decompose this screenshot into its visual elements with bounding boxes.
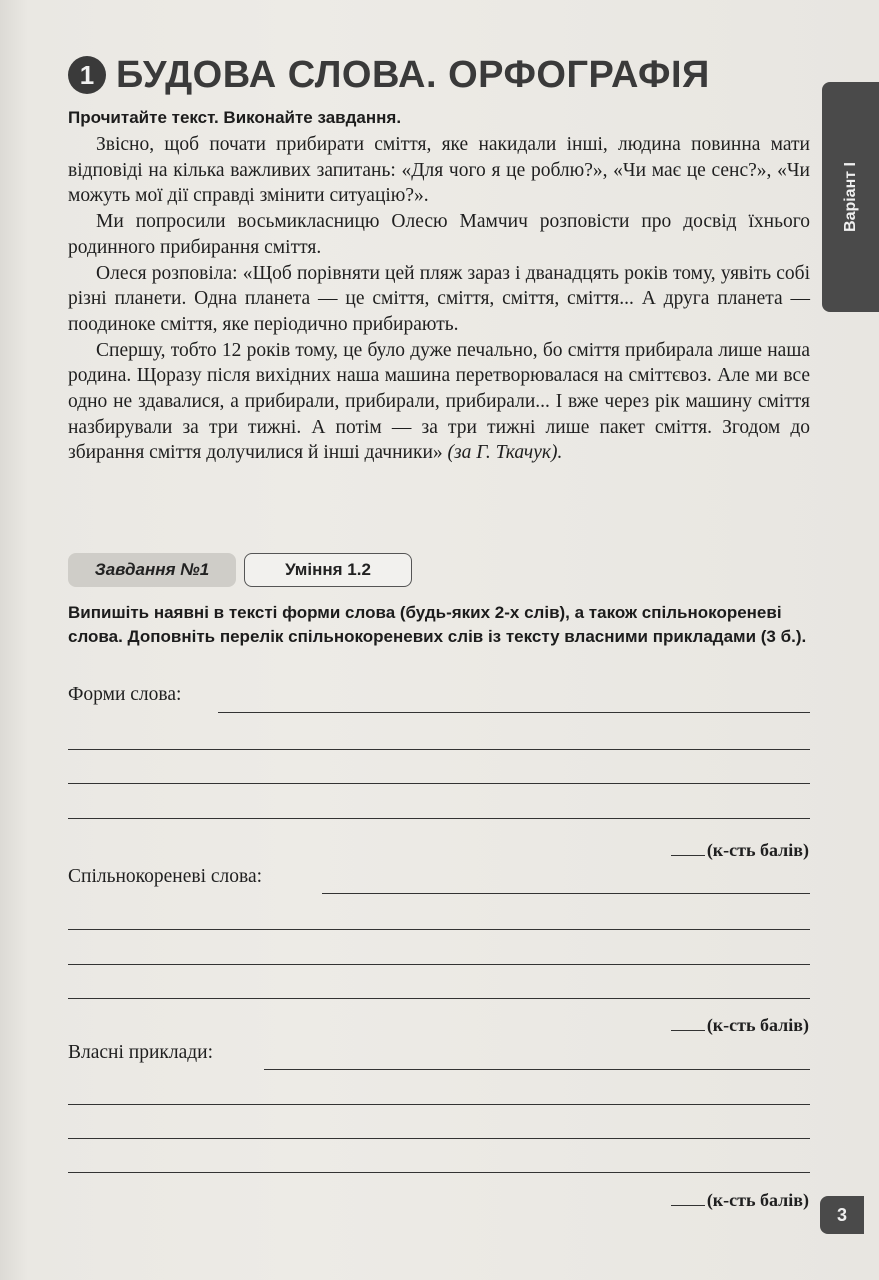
own-examples-answer-line-4[interactable] [68,1172,810,1173]
forms-score-blank[interactable] [671,855,705,856]
own-examples-label: Власні приклади: [68,1042,214,1063]
paragraph-4-text: Спершу, тобто 12 років тому, це було дуже печально, бо сміття прибирала лише наша родина. Щоразу після вихідних наша машина перетворювалася на сміттєвоз. Але ми все одно не здавалися, а прибирали, прибирали, прибирали... І вже через рік машину сміття назбирували за три тижні. А потім — за три тижні лише пакет сміття. Згодом до збирання сміття долучилися й інші дачники» [68,339,810,464]
forms-answer-line-1[interactable] [218,712,810,713]
text-source: (за Г. Ткачук). [447,442,563,464]
own-examples-answer-line-1[interactable] [264,1069,810,1070]
task-header [68,553,412,587]
variant-tab [822,82,879,312]
lesson-number-badge: 1 [68,56,106,94]
lesson-header [68,50,710,100]
forms-answer-line-3[interactable] [68,783,810,784]
forms-answer-line-2[interactable] [68,749,810,750]
cognates-label: Спільнокореневі слова: [68,866,263,887]
own-examples-score[interactable] [671,1190,809,1211]
task-instruction: Випишіть наявні в тексті форми слова (будь-яких 2-х слів), а також спільнокореневі слова. Доповніть перелік спільнокореневих слів із тексту власними прикладами (3 б.). [68,603,807,646]
cognates-score-label: (к-сть балів) [706,1015,809,1035]
cognates-answer-line-4[interactable] [68,998,810,999]
variant-tab-label: Варіант I [841,162,859,232]
forms-answer-line-4[interactable] [68,818,810,819]
paragraph-4 [68,338,810,467]
own-examples-answer-line-2[interactable] [68,1104,810,1105]
reading-instruction: Прочитайте текст. Виконайте завдання. [68,108,402,127]
page-number: 3 [820,1196,864,1234]
forms-score-label: (к-сть балів) [706,840,809,860]
own-examples-score-label: (к-сть балів) [706,1190,809,1210]
skill-label: Уміння 1.2 [244,553,412,587]
forms-label: Форми слова: [68,684,182,705]
task-number-label: Завдання №1 [68,553,236,587]
cognates-answer-line-2[interactable] [68,929,810,930]
cognates-score-blank[interactable] [671,1030,705,1031]
reading-text [68,132,810,466]
own-examples-answer-line-3[interactable] [68,1138,810,1139]
own-examples-score-blank[interactable] [671,1205,705,1206]
cognates-answer-line-1[interactable] [322,893,810,894]
paragraph-1: Звісно, щоб почати прибирати сміття, яке накидали інші, людина повинна мати відповіді на кілька важливих запитань: «Для чого я це роблю?», «Чи має це сенс?», «Чи можуть мої дії справді змінити ситуацію?». [68,134,810,207]
paragraph-3: Олеся розповіла: «Щоб порівняти цей пляж зараз і дванадцять років тому, уявіть собі різні планети. Одна планета — це сміття, сміття, сміття, сміття... А друга планета — поодиноке сміття, яке періодично прибирають. [68,262,810,335]
forms-score[interactable] [671,840,809,861]
paragraph-2: Ми попросили восьмикласницю Олесю Мамчич розповісти про досвід їхнього родинного прибирання сміття. [68,211,810,258]
cognates-answer-line-3[interactable] [68,964,810,965]
lesson-title: БУДОВА СЛОВА. ОРФОГРАФІЯ [116,53,710,96]
cognates-score[interactable] [671,1015,809,1036]
